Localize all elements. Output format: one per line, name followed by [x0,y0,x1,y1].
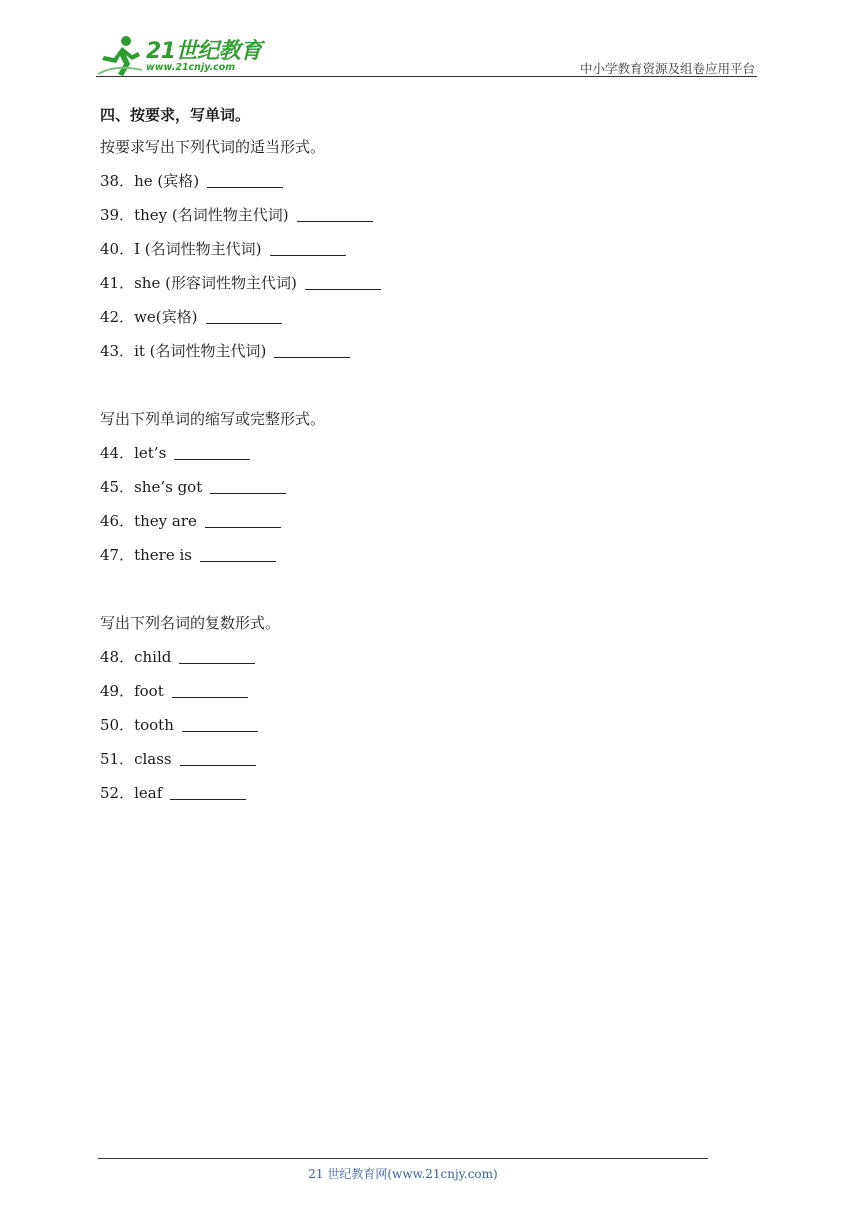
question-40 [100,232,740,266]
answer-blank[interactable] [179,662,255,664]
group-plurals [100,606,740,810]
answer-blank[interactable] [305,288,381,290]
question-38 [100,164,740,198]
runner-logo-icon [96,34,144,78]
group-pronouns [100,130,740,368]
question-number: 48． [100,648,135,666]
group-contractions [100,402,740,572]
answer-blank[interactable] [200,560,276,562]
question-50 [100,708,740,742]
question-49 [100,674,740,708]
platform-name: 中小学教育资源及组卷应用平台 [579,61,755,76]
answer-blank[interactable] [182,730,258,732]
spacer [100,572,740,606]
answer-blank[interactable] [274,356,350,358]
question-52 [100,776,740,810]
logo-text: 21世纪教育 [146,39,262,64]
question-47 [100,538,740,572]
question-number: 42． [100,308,135,326]
question-text: she’s got [134,478,203,496]
question-text: tooth [134,716,174,734]
question-number: 39． [100,206,135,224]
question-number: 38． [100,172,135,190]
question-text: he (宾格) [134,172,200,190]
answer-blank[interactable] [174,458,250,460]
question-text: class [134,750,172,768]
question-39 [100,198,740,232]
question-48 [100,640,740,674]
question-number: 44． [100,444,135,462]
question-text: child [134,648,172,666]
answer-blank[interactable] [180,764,256,766]
question-46 [100,504,740,538]
group-instruction: 写出下列单词的缩写或完整形式。 [100,410,326,428]
logo [96,34,266,78]
footer-divider [98,1158,708,1159]
footer-link[interactable]: 21 世纪教育网(www.21cnjy.com) [308,1167,498,1181]
group-instruction: 写出下列名词的复数形式。 [100,614,281,632]
question-number: 52． [100,784,135,802]
question-45 [100,470,740,504]
spacer [100,368,740,402]
question-text: she (形容词性物主代词) [134,274,297,292]
question-text: it (名词性物主代词) [134,342,267,360]
group-instruction: 按要求写出下列代词的适当形式。 [100,138,326,156]
question-number: 45． [100,478,135,496]
answer-blank[interactable] [207,186,283,188]
question-text: they are [134,512,197,530]
question-number: 50． [100,716,135,734]
question-text: I (名词性物主代词) [134,240,262,258]
section-title: 四、按要求，写单词。 [100,106,251,124]
question-44 [100,436,740,470]
question-text: they (名词性物主代词) [134,206,289,224]
answer-blank[interactable] [170,798,246,800]
question-41 [100,266,740,300]
question-text: foot [134,682,164,700]
question-text: we(宾格) [134,308,198,326]
page-header [96,30,757,78]
answer-blank[interactable] [210,492,286,494]
question-number: 41． [100,274,135,292]
question-number: 43． [100,342,135,360]
question-number: 49． [100,682,135,700]
answer-blank[interactable] [270,254,346,256]
question-number: 46． [100,512,135,530]
question-number: 47． [100,546,135,564]
question-text: let’s [134,444,167,462]
header-divider [96,76,757,77]
question-43 [100,334,740,368]
question-42 [100,300,740,334]
question-text: there is [134,546,192,564]
logo-url: www.21cnjy.com [146,62,236,73]
question-number: 51． [100,750,135,768]
question-51 [100,742,740,776]
exercise-content [100,100,740,810]
answer-blank[interactable] [205,526,281,528]
answer-blank[interactable] [206,322,282,324]
question-number: 40． [100,240,135,258]
question-text: leaf [134,784,163,802]
answer-blank[interactable] [172,696,248,698]
answer-blank[interactable] [297,220,373,222]
